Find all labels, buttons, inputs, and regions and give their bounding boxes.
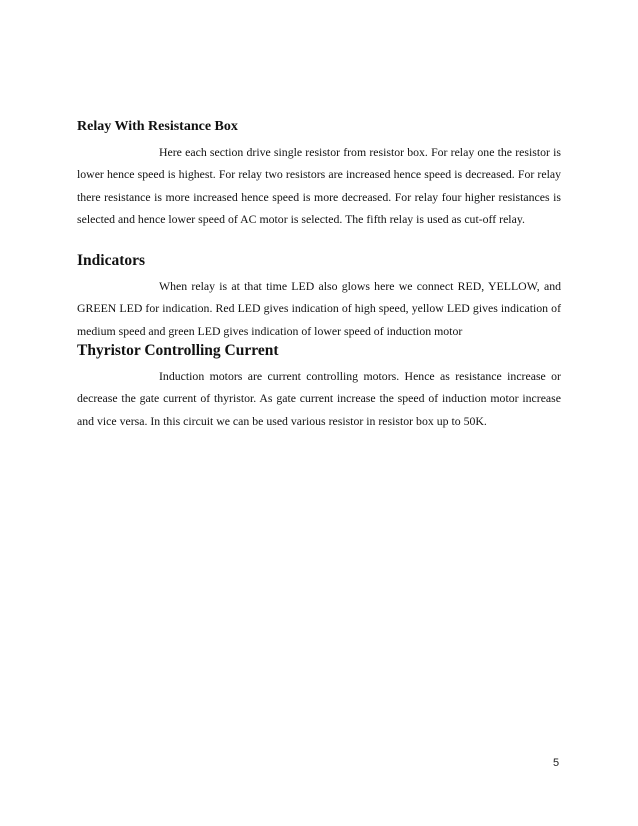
section-heading: Indicators <box>77 252 146 269</box>
section-paragraph: Here each section drive single resistor from resistor box. For relay one the resistor is lower hence speed is highest. For relay two resistors are increased hence speed is decreased. For relay there resistance is more increased hence speed is more decreased. For relay four higher resistances is selected and hence lower speed of AC motor is selected. The fifth relay is used as cut-off relay. <box>77 145 561 227</box>
section-paragraph: When relay is at that time LED also glows here we connect RED, YELLOW, and GREEN LED for indication. Red LED gives indication of high speed, yellow LED gives indication of medium speed and green LED gives indication of lower speed of induction motor <box>77 279 561 338</box>
section-heading: Thyristor Controlling Current <box>77 342 279 359</box>
page-number: 5 <box>553 757 560 769</box>
section-heading: Relay With Resistance Box <box>77 119 238 134</box>
section-paragraph: Induction motors are current controlling motors. Hence as resistance increase or decrease the gate current of thyristor. As gate current increase the speed of induction motor increase and vice versa. In this circuit we can be used various resistor in resistor box up to 50K. <box>77 369 561 428</box>
section-thyristor-controlling-current <box>77 340 561 432</box>
section-relay-with-resistance-box <box>77 117 561 231</box>
section-indicators <box>77 250 561 342</box>
